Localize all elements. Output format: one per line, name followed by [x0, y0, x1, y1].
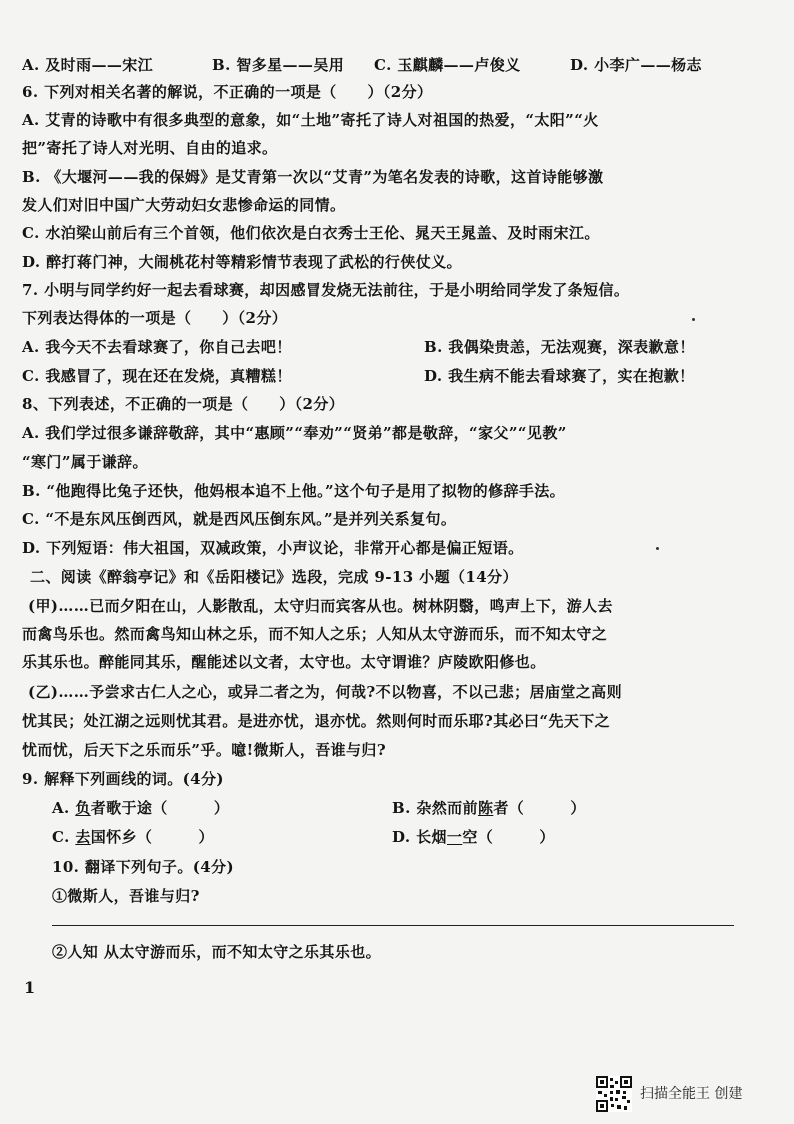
- q8-option-a-line1: A. 我们学过很多谦辞敬辞，其中“惠顾”“奉劝”“贤弟”都是敬辞，“家父”“见教”: [22, 424, 567, 442]
- q6-option-a-line1: A. 艾青的诗歌中有很多典型的意象，如“土地”寄托了诗人对祖国的热爱，“太阳”“火: [22, 111, 599, 129]
- q9-item-c: [52, 827, 214, 847]
- q9-item-b-rest: 者（ ）: [493, 799, 586, 817]
- q5-option-b: B. 智多星——吴用: [212, 56, 345, 74]
- q9-item-d-underlined-word: 一: [446, 828, 463, 846]
- q10-sentence-1: ①微斯人，吾谁与归?: [52, 887, 200, 905]
- q9-item-b: [392, 798, 586, 818]
- q6-option-b-line2: 发人们对旧中国广大劳动妇女悲惨命运的同情。: [22, 196, 346, 214]
- passage-yi-line3: 忧而忧，后天下之乐而乐”乎。噫!微斯人，吾谁与归?: [22, 741, 387, 759]
- scan-speck: [656, 547, 659, 550]
- page-number: 1: [24, 978, 36, 997]
- q9-item-c-rest: 国怀乡（ ）: [90, 828, 214, 846]
- q9-item-a: [52, 798, 229, 818]
- scan-speck: [692, 318, 695, 321]
- q8-option-a-line2: “寒门”属于谦辞。: [22, 453, 148, 471]
- q7-option-a: A. 我今天不去看球赛了，你自己去吧！: [22, 338, 292, 356]
- scanner-watermark: 扫描全能王 创建: [640, 1086, 743, 1102]
- q6-option-d: D. 醉打蒋门神，大闹桃花村等精彩情节表现了武松的行侠仗义。: [22, 253, 462, 271]
- q7-option-c: C. 我感冒了，现在还在发烧，真糟糕！: [22, 367, 292, 385]
- q10-sentence-2: ②人知 从太守游而乐，而不知太守之乐其乐也。: [52, 943, 382, 961]
- passage-yi-line1: (乙)……予尝求古仁人之心，或异二者之为，何哉?不以物喜，不以己悲；居庙堂之高则: [28, 683, 622, 701]
- q8-option-d: D. 下列短语：伟大祖国，双减政策，小声议论，非常开心都是偏正短语。: [22, 539, 524, 557]
- q9-item-a-underlined-word: 负: [75, 799, 91, 817]
- q8-stem: 8、下列表述，不正确的一项是（ ）（2分）: [22, 395, 345, 413]
- q9-item-a-rest: 者歌于途（ ）: [90, 799, 230, 817]
- q9-item-c-underlined-word: 去: [75, 828, 91, 846]
- q7-stem-line1: 7. 小明与同学约好一起去看球赛，却因感冒发烧无法前往，于是小明给同学发了条短信。: [22, 281, 630, 299]
- q9-stem: 9. 解释下列画线的词。(4分): [22, 770, 224, 788]
- q9-item-a-prefix: A.: [52, 799, 76, 817]
- q5-option-d: D. 小李广——杨志: [570, 56, 702, 74]
- passage-jia-line3: 乐其乐也。醉能同其乐，醒能述以文者，太守也。太守谓谁？庐陵欧阳修也。: [22, 653, 546, 671]
- q5-option-a: A. 及时雨——宋江: [22, 56, 154, 74]
- passage-jia-line1: (甲)……已而夕阳在山，人影散乱，太守归而宾客从也。树林阴翳，鸣声上下，游人去: [28, 597, 613, 615]
- q9-item-b-prefix: B. 杂然而前: [392, 799, 478, 817]
- q10-answer-line: [52, 925, 734, 926]
- q9-item-d-rest: 空（ ）: [462, 828, 555, 846]
- q6-option-c: C. 水泊梁山前后有三个首领，他们依次是白衣秀士王伦、晁天王晁盖、及时雨宋江。: [22, 224, 600, 242]
- q9-item-b-underlined-word: 陈: [477, 799, 494, 817]
- section2-title: 二、阅读《醉翁亭记》和《岳阳楼记》选段，完成 9-13 小题（14分）: [30, 568, 518, 586]
- q7-stem-line2: 下列表达得体的一项是（ ）（2分）: [22, 309, 288, 327]
- q6-option-a-line2: 把”寄托了诗人对光明、自由的追求。: [22, 139, 278, 157]
- passage-jia-line2: 而禽鸟乐也。然而禽鸟知山林之乐，而不知人之乐；人知从太守游而乐，而不知太守之: [22, 625, 608, 643]
- q6-option-b-line1: B. 《大堰河——我的保姆》是艾青第一次以“艾青”为笔名发表的诗歌，这首诗能够激: [22, 168, 604, 186]
- passage-yi-line2: 忧其民；处江湖之远则忧其君。是进亦忧，退亦忧。然则何时而乐耶?其必曰“先天下之: [22, 712, 611, 730]
- q7-option-b: B. 我偶染贵恙，无法观赛，深表歉意！: [424, 338, 695, 356]
- q9-item-c-prefix: C.: [52, 828, 76, 846]
- q9-item-d: [392, 827, 555, 847]
- qr-code-icon: [596, 1076, 632, 1112]
- q9-item-d-prefix: D. 长烟: [392, 828, 447, 846]
- q8-option-b: B. “他跑得比兔子还快，他妈根本追不上他。”这个句子是用了拟物的修辞手法。: [22, 482, 566, 500]
- q10-stem: 10. 翻译下列句子。(4分): [52, 858, 234, 876]
- q7-option-d: D. 我生病不能去看球赛了，实在抱歉！: [424, 367, 695, 385]
- q6-stem: 6. 下列对相关名著的解说，不正确的一项是（ ）（2分）: [22, 83, 433, 101]
- q5-option-c: C. 玉麒麟——卢俊义: [374, 56, 521, 74]
- q8-option-c: C. “不是东风压倒西风，就是西风压倒东风。”是并列关系复句。: [22, 510, 457, 528]
